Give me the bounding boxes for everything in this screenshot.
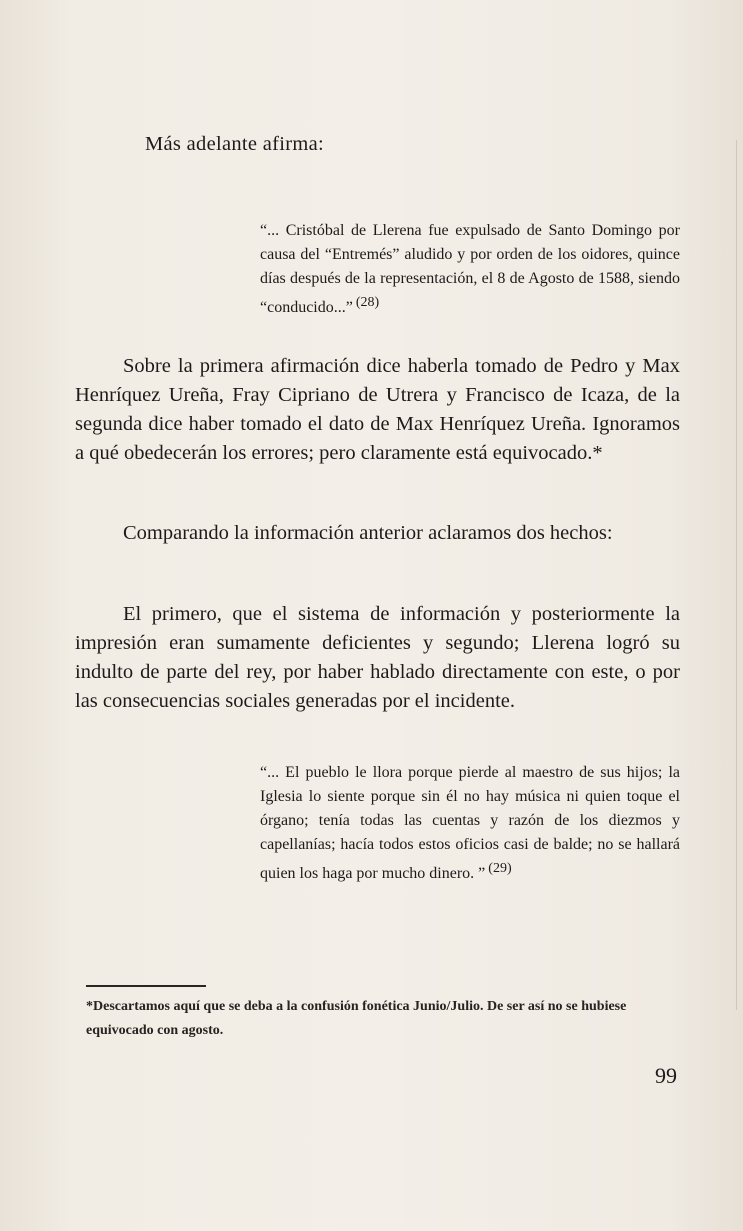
quote-28-text: “... Cristóbal de Llerena fue expulsado de Santo Domingo por causa del “Entremés” aludido y por orden de los oidores, quince días después de la representación, el 8 de Agosto de 1588, siendo “conducido...” [260, 222, 680, 316]
block-quote-29 [260, 761, 680, 886]
footnote-divider [86, 985, 206, 987]
intro-line: Más adelante afirma: [145, 133, 325, 155]
reference-28: (28) [355, 295, 380, 310]
reference-29: (29) [488, 861, 512, 876]
paragraph-conclusion: El primero, que el sistema de información y posteriormente la impresión eran sumamente deficientes y segundo; Llerena logró su indulto de parte del rey, por haber hablado directamente con este, o por las consecuencias sociales generadas por el incidente. [75, 603, 680, 712]
paragraph-comparison: Comparando la información anterior aclaramos dos hechos: [123, 522, 613, 544]
block-quote-28 [260, 219, 680, 320]
footnote: *Descartamos aquí que se deba a la confusión fonética Junio/Julio. De ser así no se hubiese equivocado con agosto. [86, 999, 627, 1038]
page-edge-shadow [736, 140, 737, 1010]
quote-29-text: “... El pueblo le llora porque pierde al maestro de sus hijos; la Iglesia lo siente porque sin él no hay música ni quien toque el órgano; tenía todas las cuentas y razón de los diezmos y capellanías; hacía todos estos oficios casi de balde; no se hallará quien los haga por mucho dinero. ” [260, 764, 680, 882]
paragraph-sources: Sobre la primera afirmación dice haberla tomado de Pedro y Max Henríquez Ureña, Fray Cipriano de Utrera y Francisco de Icaza, de la segunda dice haber tomado el dato de Max Henríquez Ureña. Ignoramos a qué obedecerán los errores; pero claramente está equivocado.* [75, 355, 680, 464]
page-number: 99 [655, 1063, 677, 1088]
